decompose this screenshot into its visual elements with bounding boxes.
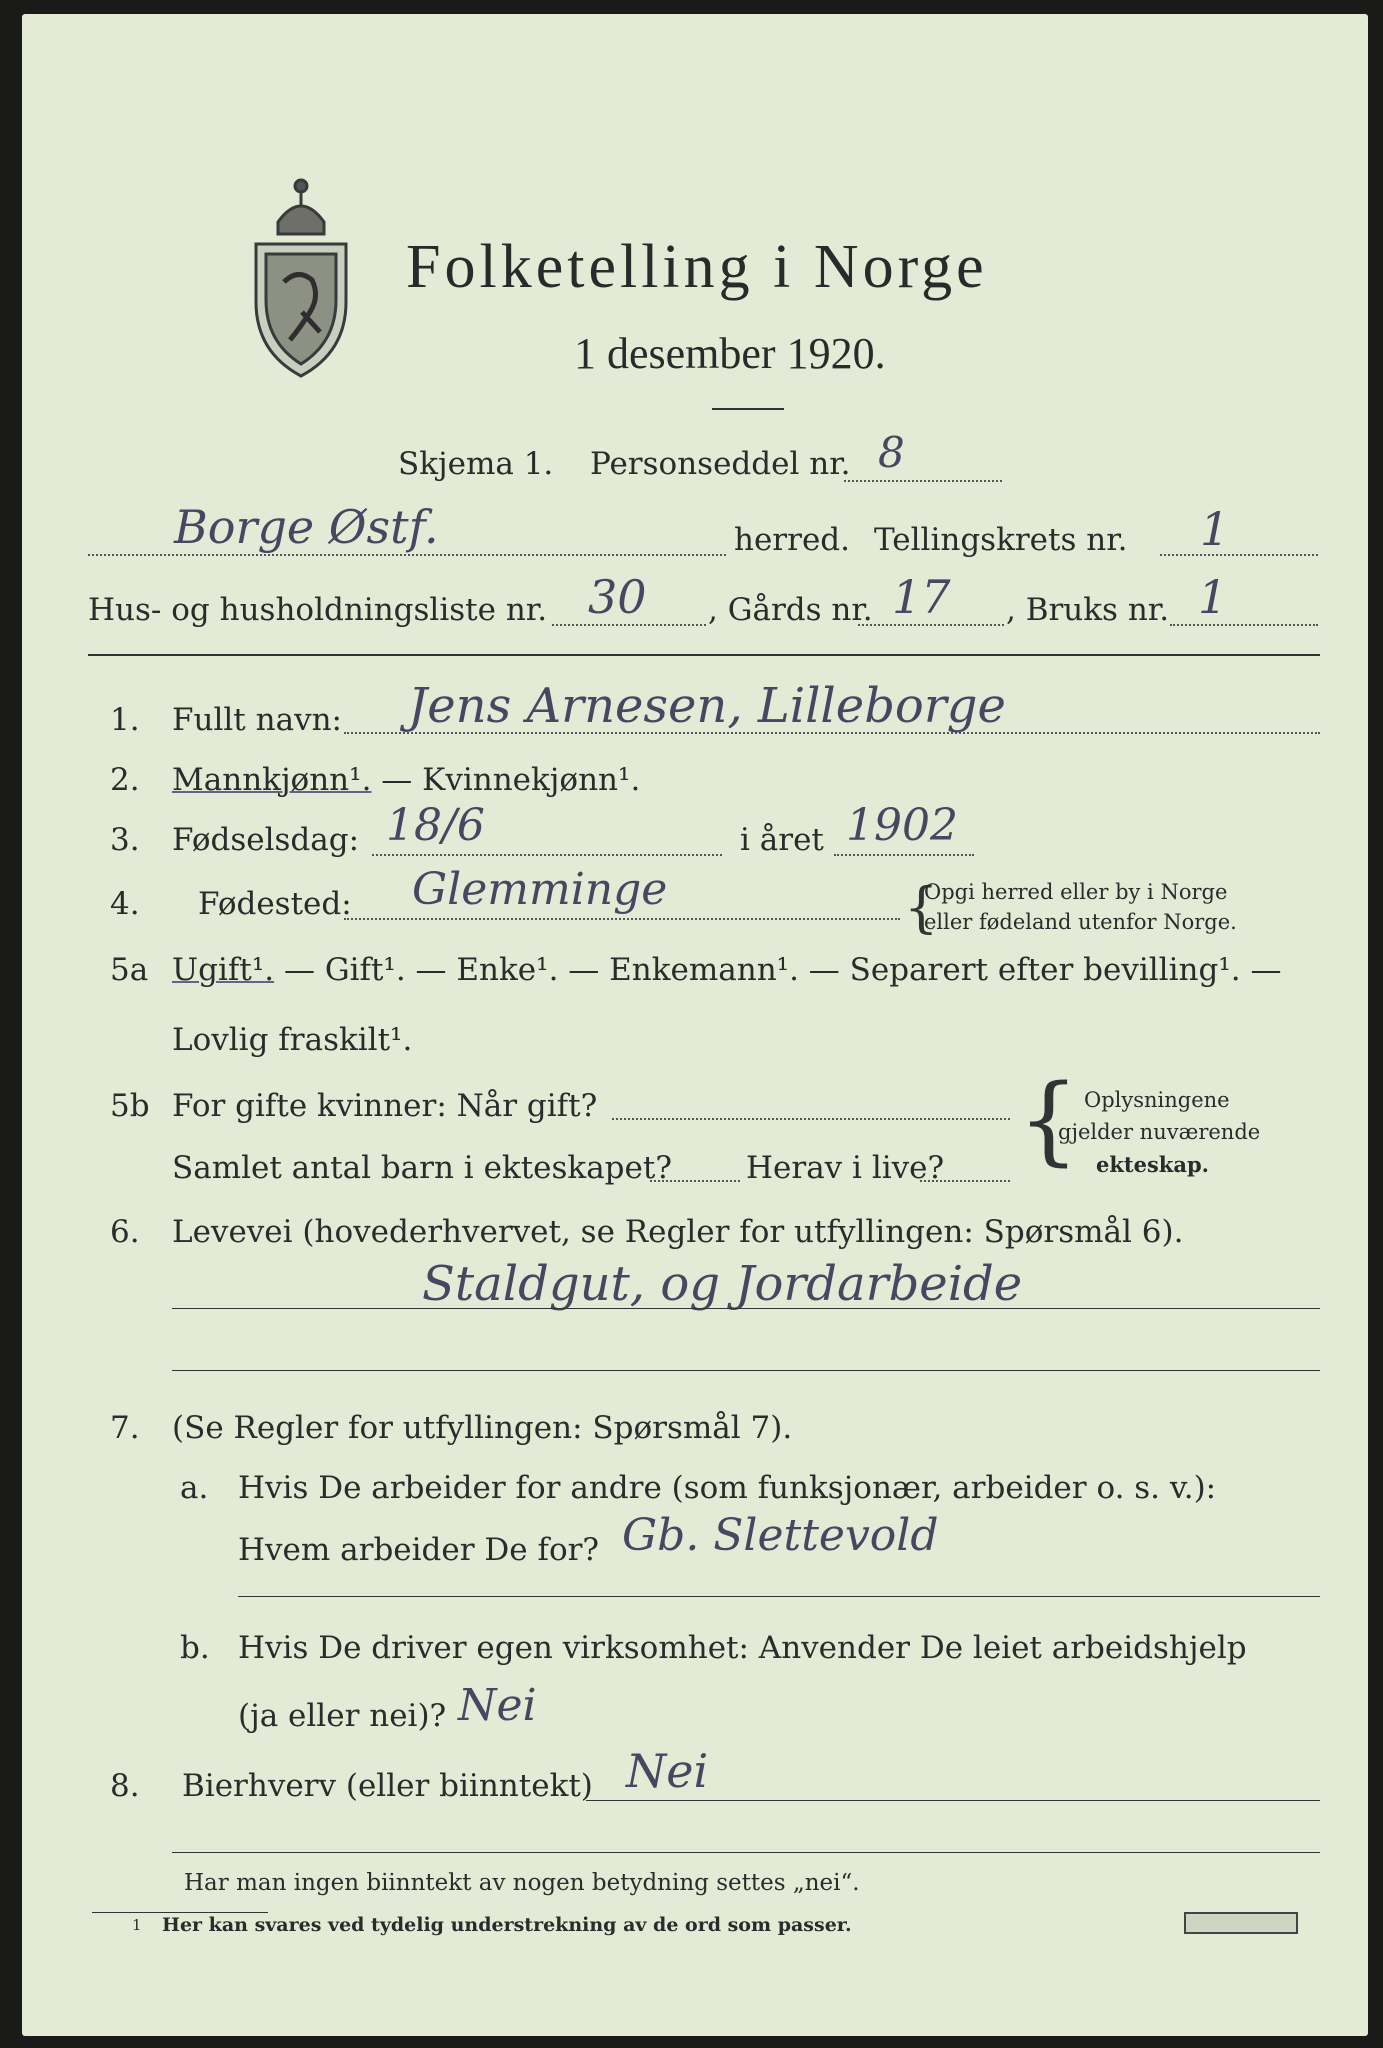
q4-answer: Glemminge — [412, 864, 668, 915]
q2-female-option: Kvinnekjønn¹. — [422, 762, 641, 798]
q7a-letter: a. — [180, 1470, 209, 1506]
q7-number: 7. — [110, 1410, 140, 1446]
gards-label: , Gårds nr. — [708, 592, 873, 628]
census-date: 1 desember 1920. — [574, 329, 886, 378]
q8-line1 — [586, 1800, 1320, 1801]
q7b-question: (ja eller nei)? — [238, 1698, 447, 1734]
q5a-options — [172, 952, 1281, 988]
q2-number: 2. — [110, 762, 140, 798]
q3-year-value: 1902 — [846, 800, 958, 851]
q4-note-line2: eller fødeland utenfor Norge. — [924, 910, 1237, 934]
q5b-line1 — [612, 1118, 1010, 1120]
q8-number: 8. — [110, 1768, 140, 1804]
footnote-text: Her kan svares ved tydelig understrekning av de ord som passer. — [162, 1914, 852, 1936]
personseddel-line — [844, 480, 1002, 482]
q5a-other-options: — Gift¹. — Enke¹. — Enkemann¹. — Separert efter bevilling¹. — — [274, 952, 1282, 988]
form-title: Folketelling i Norge — [406, 233, 988, 301]
tellingskrets-line — [1160, 554, 1318, 556]
q5b-note-line3: ekteskap. — [1096, 1152, 1209, 1177]
q4-number: 4. — [110, 886, 140, 922]
tellingskrets-label: Tellingskrets nr. — [874, 522, 1128, 558]
q5b-note-line1: Oplysningene — [1084, 1088, 1230, 1112]
q5b-line2 — [650, 1180, 740, 1182]
q5b-label3: Herav i live? — [746, 1150, 945, 1186]
q4-line — [344, 918, 900, 920]
q5a-line2: Lovlig fraskilt¹. — [172, 1022, 413, 1058]
q6-line1 — [172, 1308, 1320, 1309]
herred-label: herred. — [734, 522, 850, 558]
q5b-note-line2: gjelder nuværende — [1058, 1120, 1261, 1144]
q1-number: 1. — [110, 702, 140, 738]
q7a-answer: Gb. Slettevold — [622, 1510, 939, 1561]
coat-of-arms-icon — [240, 172, 362, 380]
gards-value: 17 — [892, 570, 951, 624]
q8-answer: Nei — [626, 1744, 709, 1798]
q8-label: Bierhverv (eller biinntekt) — [182, 1768, 593, 1804]
header-rule — [88, 654, 1320, 656]
q5a-number: 5a — [110, 952, 149, 988]
q3-number: 3. — [110, 822, 140, 858]
q3-year-line — [834, 854, 974, 856]
q7b-letter: b. — [180, 1630, 210, 1666]
husliste-value: 30 — [588, 570, 647, 624]
gards-line — [858, 624, 1004, 626]
q7b-text: Hvis De driver egen virksomhet: Anvender De leiet arbeidshjelp — [238, 1630, 1247, 1666]
q3-year-label: i året — [740, 822, 824, 858]
q7b-answer: Nei — [458, 1680, 537, 1731]
personseddel-value: 8 — [878, 428, 905, 477]
husliste-label: Hus- og husholdningsliste nr. — [88, 592, 548, 628]
title-divider — [712, 408, 784, 410]
q2-separator: — — [371, 762, 423, 798]
q7-label: (Se Regler for utfyllingen: Spørsmål 7). — [172, 1410, 793, 1446]
herred-line — [88, 554, 726, 556]
q5b-number: 5b — [110, 1088, 150, 1124]
skjema-label: Skjema 1. — [398, 446, 554, 482]
husliste-line — [552, 624, 706, 626]
q6-line2 — [172, 1370, 1320, 1371]
q8-line2 — [172, 1852, 1320, 1853]
q4-brace: { — [904, 876, 939, 939]
census-form — [22, 14, 1368, 2036]
bruks-value: 1 — [1198, 570, 1228, 624]
q5a-ugift-option: Ugift¹. — [172, 952, 275, 988]
personseddel-label: Personseddel nr. — [590, 446, 851, 482]
q7a-text: Hvis De arbeider for andre (som funksjonær, arbeider o. s. v.): — [238, 1470, 1217, 1506]
q5b-brace: { — [1018, 1064, 1080, 1176]
printer-stamp — [1184, 1912, 1298, 1934]
q1-label: Fullt navn: — [172, 702, 342, 738]
tellingskrets-value: 1 — [1200, 502, 1230, 556]
q3-label: Fødselsdag: — [172, 822, 360, 858]
q6-number: 6. — [110, 1214, 140, 1250]
herred-value: Borge Østf. — [174, 500, 439, 554]
q4-note-line1: Opgi herred eller by i Norge — [924, 880, 1228, 904]
q7a-question: Hvem arbeider De for? — [238, 1532, 600, 1568]
q6-answer: Staldgut, og Jordarbeide — [422, 1256, 1023, 1312]
q1-answer: Jens Arnesen, Lilleborge — [408, 678, 1006, 734]
q3-answer: 18/6 — [386, 800, 485, 851]
footnote-rule — [92, 1912, 268, 1913]
q7a-line — [238, 1596, 1320, 1597]
q6-label: Levevei (hovederhvervet, se Regler for utfyllingen: Spørsmål 6). — [172, 1214, 1184, 1250]
q5b-label2: Samlet antal barn i ekteskapet? — [172, 1150, 672, 1186]
q5b-label1: For gifte kvinner: Når gift? — [172, 1088, 598, 1124]
bruks-label: , Bruks nr. — [1006, 592, 1170, 628]
q2-male-option: Mannkjønn¹. — [172, 762, 372, 798]
bruks-line — [1170, 624, 1318, 626]
footer-note: Har man ingen biinntekt av nogen betydning settes „nei“. — [184, 1870, 860, 1896]
q2-options — [172, 762, 640, 798]
q3-line — [372, 854, 722, 856]
q5b-line3 — [920, 1180, 1010, 1182]
footnote-number: 1 — [132, 1916, 142, 1934]
q4-label: Fødested: — [198, 886, 352, 922]
